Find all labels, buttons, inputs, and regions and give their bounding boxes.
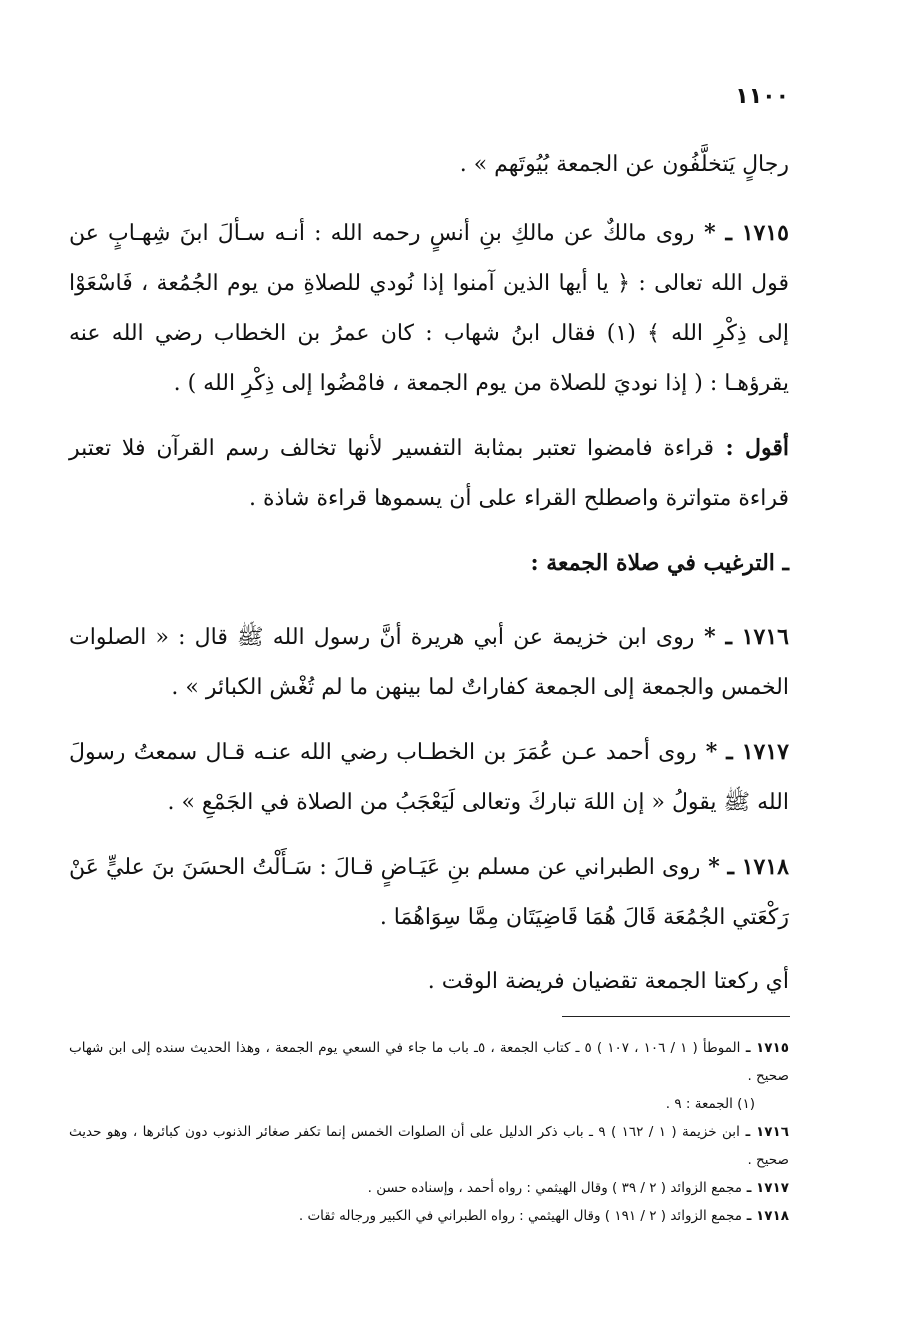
footnote-text: الموطأ ( ١ / ١٠٦ ، ١٠٧ ) ٥ ـ كتاب الجمعة ، ٥ـ باب ما جاء في السعي يوم الجمعة ، وهذا الحديث سنده إلى ابن شهاب صحيح . — [69, 1040, 789, 1084]
hadith-1718 — [69, 842, 789, 943]
hadith-1715 — [69, 208, 789, 409]
hadith-1716 — [69, 612, 789, 713]
closing-note — [69, 957, 789, 1007]
footnotes — [69, 1034, 789, 1230]
hadith-number: ١٧١٨ ـ * — [700, 854, 789, 880]
continuation-paragraph — [69, 140, 789, 190]
footnote-text: (١) الجمعة : ٩ . — [665, 1096, 755, 1112]
footnote-1715 — [69, 1034, 789, 1090]
commentary-paragraph — [69, 423, 789, 524]
footnote-text: مجمع الزوائد ( ٢ / ١٩١ ) وقال الهيثمي : رواه الطبراني في الكبير ورجاله ثقات . — [298, 1208, 743, 1224]
footnote-number: ١٧١٨ ـ — [742, 1208, 789, 1224]
paragraph-text: روى ابن خزيمة عن أبي هريرة أنَّ رسول الله ﷺ قال : « الصلوات الخمس والجمعة إلى الجمعة كفاراتٌ لما بينهن ما لم تُغْش الكبائر » . — [69, 625, 789, 700]
hadith-1717 — [69, 727, 789, 828]
paragraph-text: أي ركعتا الجمعة تقضيان فريضة الوقت . — [427, 969, 789, 994]
paragraph-text: قراءة فامضوا تعتبر بمثابة التفسير لأنها تخالف رسم القرآن فلا تعتبر قراءة متواترة واصطلح القراء على أن يسموها قراءة شاذة . — [69, 436, 789, 511]
section-heading: ـ الترغيب في صلاة الجمعة : — [530, 550, 789, 576]
hadith-number: ١٧١٦ ـ * — [694, 624, 789, 650]
commentary-lead: أقول : — [714, 435, 790, 461]
footnote-number: ١٧١٦ ـ — [739, 1124, 789, 1140]
footnote-divider — [562, 1016, 790, 1017]
hadith-number: ١٧١٧ ـ * — [696, 739, 789, 765]
footnote-number: ١٧١٧ ـ — [742, 1180, 789, 1196]
main-text — [69, 140, 789, 1021]
hadith-number: ١٧١٥ ـ * — [694, 220, 789, 246]
paragraph-text: روى الطبراني عن مسلم بنِ عَيَـاضٍ قـالَ : سَـأَلْتُ الحسَنَ بنَ عليٍّ عَنْ رَكْعَتي الجُمُعَة قَالَ هُمَا قَاضِيَتَان مِمَّا سِوَاهُمَا . — [69, 855, 789, 930]
footnote-1718 — [69, 1202, 789, 1230]
footnote-quran-ref — [69, 1090, 789, 1118]
footnote-text: مجمع الزوائد ( ٢ / ٣٩ ) وقال الهيثمي : رواه أحمد ، وإسناده حسن . — [367, 1180, 743, 1196]
page-number: ١١٠٠ — [735, 84, 789, 109]
footnote-1717 — [69, 1174, 789, 1202]
paragraph-text: رجالٍ يَتخلَّفُون عن الجمعة بُيُوتَهم » . — [459, 152, 789, 177]
footnote-text: ابن خزيمة ( ١ / ١٦٢ ) ٩ ـ باب ذكر الدليل على أن الصلوات الخمس إنما تكفر صغائر الذنوب دون كبائرها ، وهو حديث صحيح . — [69, 1124, 789, 1168]
footnote-number: ١٧١٥ ـ — [740, 1040, 789, 1056]
paragraph-text: روى مالكٌ عن مالكِ بنِ أنسٍ رحمه الله : أنـه سـألَ ابنَ شِهـابٍ عن قول الله تعالى : ﴿ يا أيها الذين آمنوا إذا نُودي للصلاةِ من يوم الجُمُعة ، فَاسْعَوْا إلى ذِكْرِ الله ﴾ (١) فقال ابنُ شهاب : كان عمرُ بن الخطاب رضي الله عنه يقرؤهـا : ( إذا نوديَ للصلاة من يوم الجمعة ، فامْضُوا إلى ذِكْرِ الله ) . — [69, 221, 789, 396]
footnote-1716 — [69, 1118, 789, 1174]
paragraph-text: روى أحمد عـن عُمَرَ بن الخطـاب رضي الله عنـه قـال سمعتُ رسولَ الله ﷺ يقولُ « إن اللهَ تباركَ وتعالى لَيَعْجَبُ من الصلاة في الجَمْعِ » . — [69, 740, 789, 815]
